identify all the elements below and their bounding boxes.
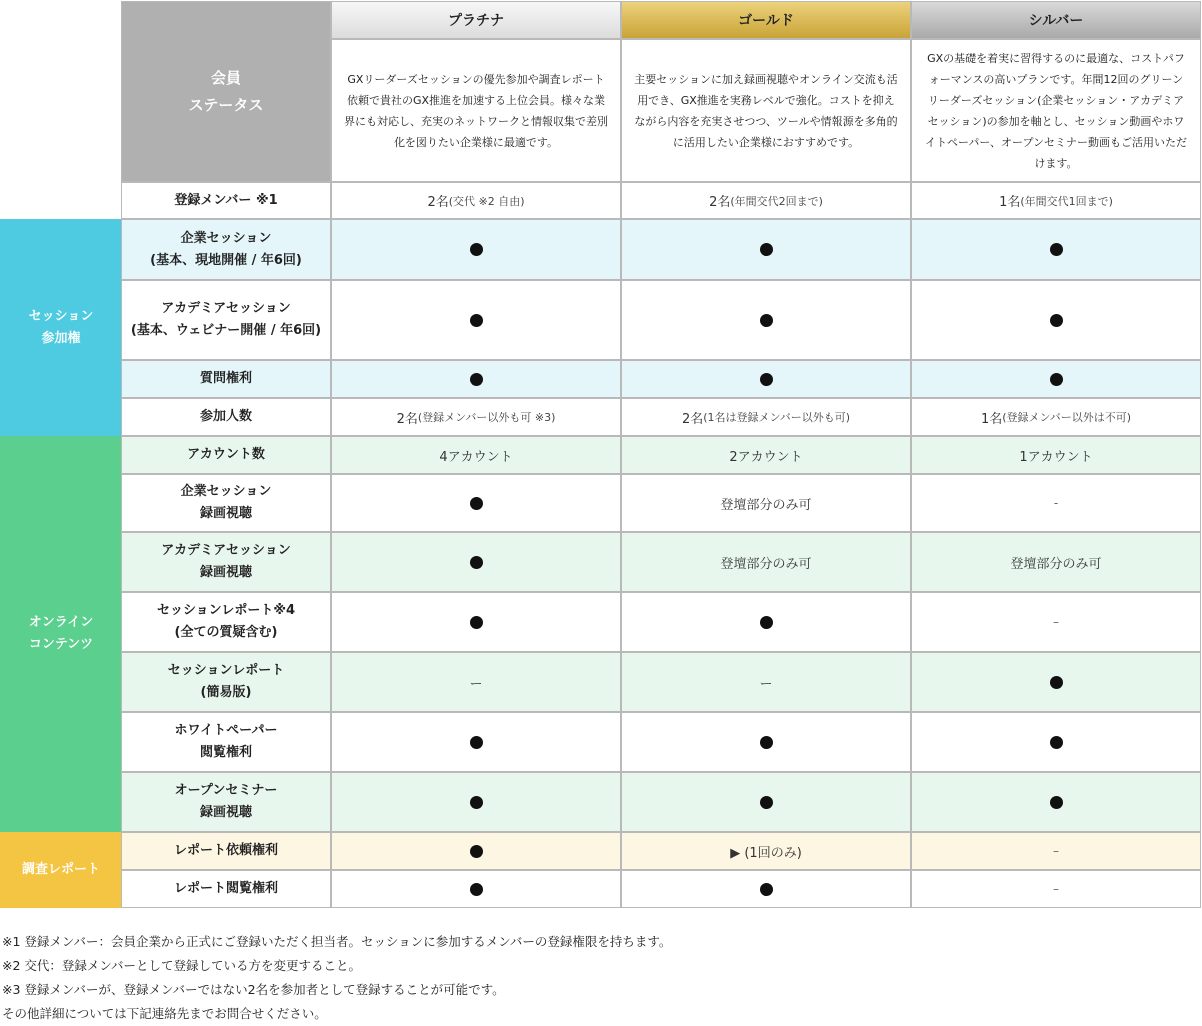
value-note: (年間交代1回まで)	[1020, 194, 1113, 208]
plan-header-gold: ゴールド	[621, 1, 911, 39]
value-platinum	[331, 532, 621, 592]
available-dot-icon	[470, 314, 483, 327]
category-session: セッション 参加権	[0, 219, 122, 436]
value-text: 4アカウント	[439, 449, 513, 465]
value-text: –	[1053, 844, 1059, 858]
value-text: 登壇部分のみ可	[1010, 556, 1102, 572]
available-dot-icon	[470, 497, 483, 510]
footnote: ※1 登録メンバー：会員企業から正式にご登録いただく担当者。セッションに参加するメンバーの登録権限を持ちます。	[2, 934, 672, 949]
value-platinum	[331, 219, 621, 280]
value-note: (交代 ※2 自由)	[448, 194, 525, 208]
available-dot-icon	[470, 373, 483, 386]
available-dot-icon	[760, 373, 773, 386]
value-silver	[911, 280, 1201, 360]
value-gold	[621, 360, 911, 398]
plan-header-silver: シルバー	[911, 1, 1201, 39]
row-label: レポート依頼権利	[121, 832, 331, 870]
row-label: 質問権利	[121, 360, 331, 398]
value-gold	[621, 219, 911, 280]
category-online: オンライン コンテンツ	[0, 436, 122, 832]
value-gold	[621, 870, 911, 908]
value-text: 2名	[681, 411, 704, 427]
available-dot-icon	[760, 314, 773, 327]
value-text: –	[1053, 882, 1059, 896]
available-dot-icon	[470, 556, 483, 569]
value-text: -	[1053, 496, 1059, 510]
value-gold	[621, 712, 911, 772]
available-dot-icon	[470, 845, 483, 858]
footnote: ※3 登録メンバーが、登録メンバーではない2名を参加者として登録することが可能です。	[2, 982, 505, 997]
value-text: –	[1053, 615, 1059, 629]
available-dot-icon	[470, 243, 483, 256]
value-gold	[621, 398, 911, 436]
available-dot-icon	[1050, 243, 1063, 256]
value-platinum	[331, 182, 621, 219]
plan-description-platinum: GXリーダーズセッションの優先参加や調査レポート依頼で貴社のGX推進を加速する上位会員。様々な業界にも対応し、充実のネットワークと情報収集で差別化を図りたい企業様に最適です。	[331, 39, 621, 182]
available-dot-icon	[760, 243, 773, 256]
row-label: セッションレポート (簡易版)	[121, 652, 331, 712]
value-silver	[911, 398, 1201, 436]
value-platinum	[331, 398, 621, 436]
value-platinum	[331, 870, 621, 908]
value-platinum	[331, 592, 621, 652]
value-silver	[911, 219, 1201, 280]
value-silver	[911, 832, 1201, 870]
available-dot-icon	[1050, 676, 1063, 689]
value-silver	[911, 652, 1201, 712]
value-text: 1名	[999, 195, 1021, 210]
row-label: 登録メンバー ※1	[121, 182, 331, 219]
value-silver	[911, 474, 1201, 532]
value-text: 2名	[709, 195, 731, 210]
available-dot-icon	[470, 796, 483, 809]
plan-description-silver: GXの基礎を着実に習得するのに最適な、コストパフォーマンスの高いプランです。年間12回のグリーンリーダーズセッション(企業セッション・アカデミアセッション)の参加を軸とし、セッション動画やホワイトペーパー、オープンセミナー動画もご活用いただけます。	[911, 39, 1201, 182]
value-platinum	[331, 712, 621, 772]
value-gold	[621, 652, 911, 712]
value-platinum	[331, 772, 621, 832]
value-platinum	[331, 474, 621, 532]
row-label: レポート閲覧権利	[121, 870, 331, 908]
value-gold	[621, 592, 911, 652]
value-silver	[911, 532, 1201, 592]
footnotes	[2, 930, 671, 1026]
value-note: (登録メンバー以外も可 ※3)	[417, 411, 556, 424]
value-text: 1名	[980, 411, 1003, 427]
value-platinum	[331, 360, 621, 398]
available-dot-icon	[470, 736, 483, 749]
value-note: (登録メンバー以外は不可)	[1002, 411, 1132, 424]
available-dot-icon	[760, 736, 773, 749]
value-text: ー	[759, 676, 773, 692]
value-silver	[911, 592, 1201, 652]
value-gold	[621, 436, 911, 474]
value-silver	[911, 870, 1201, 908]
available-dot-icon	[760, 796, 773, 809]
row-label: アカデミアセッション 録画視聴	[121, 532, 331, 592]
row-label: セッションレポート※4 (全ての質疑含む)	[121, 592, 331, 652]
value-gold	[621, 772, 911, 832]
value-text: 1アカウント	[1019, 449, 1093, 465]
plan-description-gold: 主要セッションに加え録画視聴やオンライン交流も活用でき、GX推進を実務レベルで強化。コストを抑えながら内容を充実させつつ、ツールや情報源を多角的に活用したい企業様におすすめです。	[621, 39, 911, 182]
value-text: 2アカウント	[729, 449, 803, 465]
row-label: ホワイトペーパー 閲覧権利	[121, 712, 331, 772]
value-silver	[911, 712, 1201, 772]
value-note: (年間交代2回まで)	[730, 194, 823, 208]
plan-header-platinum: プラチナ	[331, 1, 621, 39]
available-dot-icon	[760, 883, 773, 896]
row-label: アカデミアセッション (基本、ウェビナー開催 / 年6回)	[121, 280, 331, 360]
row-label: 企業セッション 録画視聴	[121, 474, 331, 532]
category-report: 調査レポート	[0, 832, 122, 908]
value-gold	[621, 832, 911, 870]
value-platinum	[331, 280, 621, 360]
available-dot-icon	[470, 616, 483, 629]
value-platinum	[331, 436, 621, 474]
row-label: アカウント数	[121, 436, 331, 474]
available-dot-icon	[470, 883, 483, 896]
footnote: その他詳細については下記連絡先までお問合せください。	[2, 1006, 327, 1021]
value-platinum	[331, 652, 621, 712]
footnote: ※2 交代：登録メンバーとして登録している方を変更すること。	[2, 958, 362, 973]
row-label: 企業セッション (基本、現地開催 / 年6回)	[121, 219, 331, 280]
row-label: 参加人数	[121, 398, 331, 436]
value-gold	[621, 182, 911, 219]
value-gold	[621, 532, 911, 592]
value-silver	[911, 436, 1201, 474]
value-text: 登壇部分のみ可	[720, 497, 812, 513]
available-dot-icon	[1050, 796, 1063, 809]
value-platinum	[331, 832, 621, 870]
value-note: (1名は登録メンバー以外も可)	[703, 411, 851, 424]
value-gold	[621, 474, 911, 532]
value-text: ー	[469, 676, 483, 692]
value-text: 登壇部分のみ可	[720, 556, 812, 572]
value-silver	[911, 772, 1201, 832]
available-dot-icon	[760, 616, 773, 629]
value-text: 2名	[427, 195, 449, 210]
value-text: ▶ (1回のみ)	[730, 845, 802, 861]
member-status-header: 会員 ステータス	[121, 1, 331, 182]
available-dot-icon	[1050, 314, 1063, 327]
value-silver	[911, 182, 1201, 219]
value-text: 2名	[396, 411, 418, 427]
available-dot-icon	[1050, 736, 1063, 749]
available-dot-icon	[1050, 373, 1063, 386]
value-silver	[911, 360, 1201, 398]
row-label: オープンセミナー 録画視聴	[121, 772, 331, 832]
value-gold	[621, 280, 911, 360]
